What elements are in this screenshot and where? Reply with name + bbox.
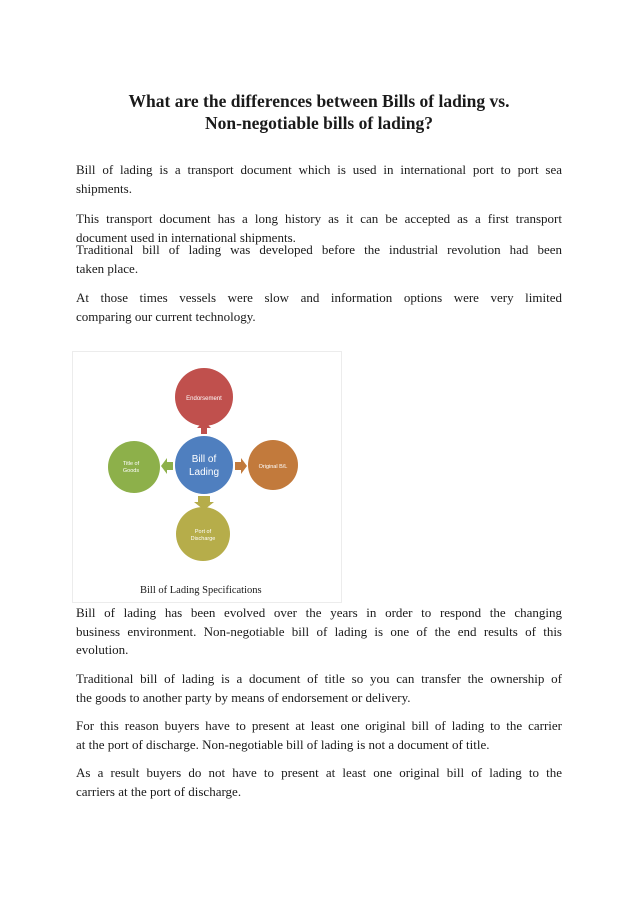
text-line: document used in international shipments.: [76, 229, 296, 245]
figure-caption: Bill of Lading Specifications: [140, 585, 262, 596]
text-line: evolution.: [76, 642, 129, 657]
bill-of-lading-diagram: [72, 351, 342, 603]
paragraph-8: [76, 764, 562, 801]
paragraph-3: [76, 241, 562, 278]
paragraph-4: [76, 289, 562, 326]
label-endorsement: Endorsement: [186, 396, 222, 402]
text-line: at the port of discharge. Non-negotiable bill of lading is not a document of title.: [76, 736, 490, 752]
paragraph-6: [76, 670, 562, 707]
text-line: carriers at the port of discharge.: [76, 783, 242, 799]
text-line: This transport document has a long history as it can be accepted as a first transport: [76, 211, 562, 226]
label-left-line-2: Goods: [122, 468, 140, 474]
label-bottom-line-1: Port of: [194, 529, 212, 535]
arrow-right: [235, 458, 247, 474]
text-line: business environment. Non-negotiable bill of lading is one of the end results of this: [76, 623, 562, 639]
text-line: Traditional bill of lading was developed before the industrial revolution had been: [76, 242, 562, 257]
title-line-1: What are the differences between Bills of lading vs.: [128, 91, 510, 111]
paragraph-5: [76, 604, 562, 660]
label-left-line-1: Title of: [122, 461, 140, 467]
text-line: taken place.: [76, 260, 139, 276]
text-line: shipments.: [76, 180, 132, 196]
text-line: comparing our current technology.: [76, 308, 256, 324]
diagram-graphic: [73, 352, 341, 602]
text-line: Bill of lading has been evolved over the years in order to respond the changing: [76, 605, 562, 620]
node-title-of-goods: [108, 441, 160, 493]
label-original-bl: Original B/L: [258, 464, 288, 470]
label-bottom-line-2: Discharge: [190, 536, 216, 542]
arrow-left: [161, 458, 173, 474]
label-center-line-1: Bill of: [191, 454, 217, 465]
text-line: At those times vessels were slow and information options were very limited: [76, 290, 562, 305]
paragraph-7: [76, 717, 562, 754]
node-bill-of-lading: [175, 436, 233, 494]
title-line-2: Non-negotiable bills of lading?: [204, 113, 434, 133]
label-center-line-2: Lading: [188, 467, 220, 478]
text-line: As a result buyers do not have to present at least one original bill of lading to the: [76, 765, 562, 780]
text-line: Bill of lading is a transport document which is used in international port to port sea: [76, 162, 562, 177]
document-title: [76, 90, 562, 134]
text-line: For this reason buyers have to present at least one original bill of lading to the carrier: [76, 718, 562, 733]
text-line: Traditional bill of lading is a document of title so you can transfer the ownership of: [76, 671, 562, 686]
paragraph-1: [76, 161, 562, 198]
text-line: the goods to another party by means of endorsement or delivery.: [76, 689, 411, 705]
